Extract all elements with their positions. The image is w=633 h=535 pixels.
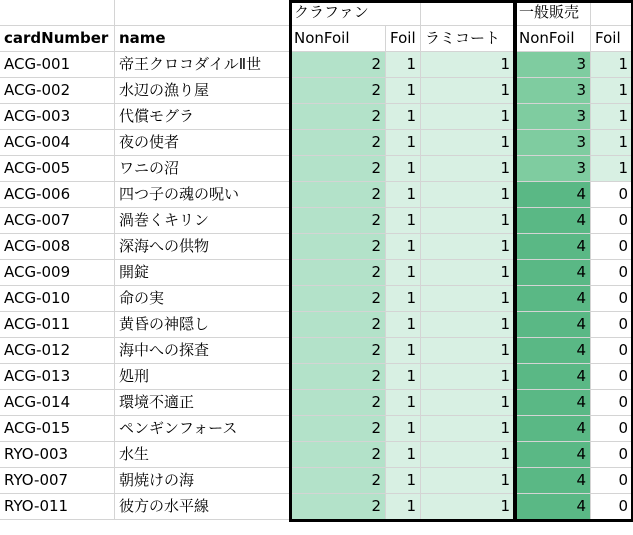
cell-name[interactable]: 深海への供物 xyxy=(115,234,290,260)
cell-name[interactable]: 環境不適正 xyxy=(115,390,290,416)
column-header-gs-nonfoil[interactable]: NonFoil xyxy=(515,26,591,52)
header-empty-cell[interactable] xyxy=(591,0,633,26)
cell-cf-foil[interactable]: 1 xyxy=(386,364,421,390)
cell-cf-nonfoil[interactable]: 2 xyxy=(290,156,386,182)
cell-cf-laminate[interactable]: 1 xyxy=(421,468,515,494)
cell-cf-laminate[interactable]: 1 xyxy=(421,234,515,260)
cell-card-number[interactable]: ACG-014 xyxy=(0,390,115,416)
cell-name[interactable]: 処刑 xyxy=(115,364,290,390)
header-empty-cell[interactable] xyxy=(421,0,515,26)
cell-gs-nonfoil[interactable]: 4 xyxy=(515,442,591,468)
cell-card-number[interactable]: ACG-007 xyxy=(0,208,115,234)
cell-cf-laminate[interactable]: 1 xyxy=(421,312,515,338)
cell-name[interactable]: 帝王クロコダイルⅡ世 xyxy=(115,52,290,78)
cell-gs-foil[interactable]: 0 xyxy=(591,390,633,416)
cell-name[interactable]: 朝焼けの海 xyxy=(115,468,290,494)
group-header-crowdfunding[interactable]: クラファン xyxy=(290,0,421,26)
column-header-card-number[interactable]: cardNumber xyxy=(0,26,115,52)
cell-cf-foil[interactable]: 1 xyxy=(386,260,421,286)
cell-gs-nonfoil[interactable]: 3 xyxy=(515,130,591,156)
cell-cf-foil[interactable]: 1 xyxy=(386,130,421,156)
cell-gs-nonfoil[interactable]: 4 xyxy=(515,260,591,286)
cell-cf-foil[interactable]: 1 xyxy=(386,442,421,468)
cell-cf-laminate[interactable]: 1 xyxy=(421,52,515,78)
cell-card-number[interactable]: RYO-007 xyxy=(0,468,115,494)
cell-cf-foil[interactable]: 1 xyxy=(386,468,421,494)
cell-name[interactable]: 命の実 xyxy=(115,286,290,312)
cell-gs-nonfoil[interactable]: 4 xyxy=(515,468,591,494)
cell-cf-nonfoil[interactable]: 2 xyxy=(290,78,386,104)
cell-cf-laminate[interactable]: 1 xyxy=(421,494,515,520)
cell-cf-nonfoil[interactable]: 2 xyxy=(290,104,386,130)
cell-cf-foil[interactable]: 1 xyxy=(386,338,421,364)
column-header-cf-foil[interactable]: Foil xyxy=(386,26,421,52)
cell-gs-foil[interactable]: 0 xyxy=(591,364,633,390)
cell-gs-nonfoil[interactable]: 4 xyxy=(515,312,591,338)
cell-gs-foil[interactable]: 0 xyxy=(591,208,633,234)
cell-cf-laminate[interactable]: 1 xyxy=(421,130,515,156)
column-header-cf-nonfoil[interactable]: NonFoil xyxy=(290,26,386,52)
column-header-name[interactable]: name xyxy=(115,26,290,52)
cell-cf-nonfoil[interactable]: 2 xyxy=(290,234,386,260)
cell-gs-nonfoil[interactable]: 4 xyxy=(515,208,591,234)
header-empty-cell[interactable] xyxy=(0,0,115,26)
cell-gs-foil[interactable]: 0 xyxy=(591,468,633,494)
cell-card-number[interactable]: ACG-013 xyxy=(0,364,115,390)
cell-gs-nonfoil[interactable]: 4 xyxy=(515,234,591,260)
cell-cf-nonfoil[interactable]: 2 xyxy=(290,260,386,286)
cell-gs-foil[interactable]: 0 xyxy=(591,312,633,338)
cell-gs-foil[interactable]: 1 xyxy=(591,130,633,156)
cell-cf-foil[interactable]: 1 xyxy=(386,52,421,78)
cell-gs-foil[interactable]: 1 xyxy=(591,52,633,78)
cell-cf-laminate[interactable]: 1 xyxy=(421,78,515,104)
cell-name[interactable]: 渦巻くキリン xyxy=(115,208,290,234)
cell-cf-laminate[interactable]: 1 xyxy=(421,156,515,182)
cell-gs-foil[interactable]: 0 xyxy=(591,260,633,286)
cell-cf-nonfoil[interactable]: 2 xyxy=(290,494,386,520)
cell-gs-nonfoil[interactable]: 4 xyxy=(515,390,591,416)
cell-card-number[interactable]: ACG-015 xyxy=(0,416,115,442)
cell-cf-nonfoil[interactable]: 2 xyxy=(290,390,386,416)
cell-name[interactable]: 水生 xyxy=(115,442,290,468)
cell-cf-foil[interactable]: 1 xyxy=(386,234,421,260)
cell-cf-laminate[interactable]: 1 xyxy=(421,390,515,416)
cell-cf-nonfoil[interactable]: 2 xyxy=(290,182,386,208)
cell-name[interactable]: ペンギンフォース xyxy=(115,416,290,442)
cell-cf-nonfoil[interactable]: 2 xyxy=(290,52,386,78)
cell-cf-nonfoil[interactable]: 2 xyxy=(290,208,386,234)
column-header-gs-foil[interactable]: Foil xyxy=(591,26,633,52)
cell-cf-nonfoil[interactable]: 2 xyxy=(290,468,386,494)
column-header-cf-laminate[interactable]: ラミコート xyxy=(421,26,515,52)
cell-gs-foil[interactable]: 0 xyxy=(591,442,633,468)
cell-cf-laminate[interactable]: 1 xyxy=(421,208,515,234)
cell-cf-nonfoil[interactable]: 2 xyxy=(290,286,386,312)
cell-cf-foil[interactable]: 1 xyxy=(386,312,421,338)
cell-card-number[interactable]: ACG-012 xyxy=(0,338,115,364)
cell-gs-foil[interactable]: 0 xyxy=(591,182,633,208)
cell-cf-nonfoil[interactable]: 2 xyxy=(290,312,386,338)
cell-gs-nonfoil[interactable]: 3 xyxy=(515,156,591,182)
header-empty-cell[interactable] xyxy=(115,0,290,26)
cell-cf-laminate[interactable]: 1 xyxy=(421,416,515,442)
cell-cf-laminate[interactable]: 1 xyxy=(421,442,515,468)
cell-name[interactable]: 開錠 xyxy=(115,260,290,286)
cell-gs-foil[interactable]: 0 xyxy=(591,494,633,520)
cell-card-number[interactable]: ACG-006 xyxy=(0,182,115,208)
cell-gs-nonfoil[interactable]: 4 xyxy=(515,494,591,520)
cell-gs-nonfoil[interactable]: 3 xyxy=(515,52,591,78)
cell-cf-nonfoil[interactable]: 2 xyxy=(290,364,386,390)
cell-cf-laminate[interactable]: 1 xyxy=(421,104,515,130)
cell-gs-nonfoil[interactable]: 4 xyxy=(515,338,591,364)
cell-cf-nonfoil[interactable]: 2 xyxy=(290,442,386,468)
cell-gs-foil[interactable]: 1 xyxy=(591,78,633,104)
cell-name[interactable]: 四つ子の魂の呪い xyxy=(115,182,290,208)
cell-gs-foil[interactable]: 0 xyxy=(591,338,633,364)
cell-cf-nonfoil[interactable]: 2 xyxy=(290,338,386,364)
cell-name[interactable]: 代償モグラ xyxy=(115,104,290,130)
cell-cf-laminate[interactable]: 1 xyxy=(421,286,515,312)
cell-cf-foil[interactable]: 1 xyxy=(386,182,421,208)
cell-name[interactable]: 海中への探査 xyxy=(115,338,290,364)
cell-cf-foil[interactable]: 1 xyxy=(386,156,421,182)
cell-gs-nonfoil[interactable]: 4 xyxy=(515,182,591,208)
cell-cf-laminate[interactable]: 1 xyxy=(421,260,515,286)
cell-cf-foil[interactable]: 1 xyxy=(386,78,421,104)
cell-card-number[interactable]: ACG-003 xyxy=(0,104,115,130)
cell-gs-nonfoil[interactable]: 4 xyxy=(515,364,591,390)
cell-cf-laminate[interactable]: 1 xyxy=(421,182,515,208)
group-header-general-sale[interactable]: 一般販売 xyxy=(515,0,591,26)
cell-name[interactable]: 夜の使者 xyxy=(115,130,290,156)
cell-gs-foil[interactable]: 1 xyxy=(591,104,633,130)
cell-card-number[interactable]: RYO-011 xyxy=(0,494,115,520)
cell-card-number[interactable]: ACG-005 xyxy=(0,156,115,182)
cell-gs-foil[interactable]: 0 xyxy=(591,286,633,312)
cell-cf-foil[interactable]: 1 xyxy=(386,286,421,312)
cell-cf-nonfoil[interactable]: 2 xyxy=(290,130,386,156)
cell-gs-nonfoil[interactable]: 3 xyxy=(515,104,591,130)
cell-gs-foil[interactable]: 0 xyxy=(591,416,633,442)
cell-card-number[interactable]: RYO-003 xyxy=(0,442,115,468)
cell-gs-nonfoil[interactable]: 4 xyxy=(515,416,591,442)
cell-cf-foil[interactable]: 1 xyxy=(386,390,421,416)
cell-card-number[interactable]: ACG-001 xyxy=(0,52,115,78)
cell-name[interactable]: 黄昏の神隠し xyxy=(115,312,290,338)
cell-gs-nonfoil[interactable]: 3 xyxy=(515,78,591,104)
cell-card-number[interactable]: ACG-011 xyxy=(0,312,115,338)
cell-cf-foil[interactable]: 1 xyxy=(386,208,421,234)
cell-card-number[interactable]: ACG-004 xyxy=(0,130,115,156)
cell-gs-foil[interactable]: 1 xyxy=(591,156,633,182)
cell-gs-nonfoil[interactable]: 4 xyxy=(515,286,591,312)
cell-cf-foil[interactable]: 1 xyxy=(386,494,421,520)
cell-name[interactable]: 彼方の水平線 xyxy=(115,494,290,520)
cell-cf-nonfoil[interactable]: 2 xyxy=(290,416,386,442)
cell-card-number[interactable]: ACG-002 xyxy=(0,78,115,104)
cell-name[interactable]: ワニの沼 xyxy=(115,156,290,182)
cell-card-number[interactable]: ACG-010 xyxy=(0,286,115,312)
cell-cf-foil[interactable]: 1 xyxy=(386,416,421,442)
cell-cf-laminate[interactable]: 1 xyxy=(421,364,515,390)
cell-card-number[interactable]: ACG-009 xyxy=(0,260,115,286)
cell-gs-foil[interactable]: 0 xyxy=(591,234,633,260)
cell-card-number[interactable]: ACG-008 xyxy=(0,234,115,260)
cell-cf-foil[interactable]: 1 xyxy=(386,104,421,130)
cell-name[interactable]: 水辺の漁り屋 xyxy=(115,78,290,104)
cell-cf-laminate[interactable]: 1 xyxy=(421,338,515,364)
